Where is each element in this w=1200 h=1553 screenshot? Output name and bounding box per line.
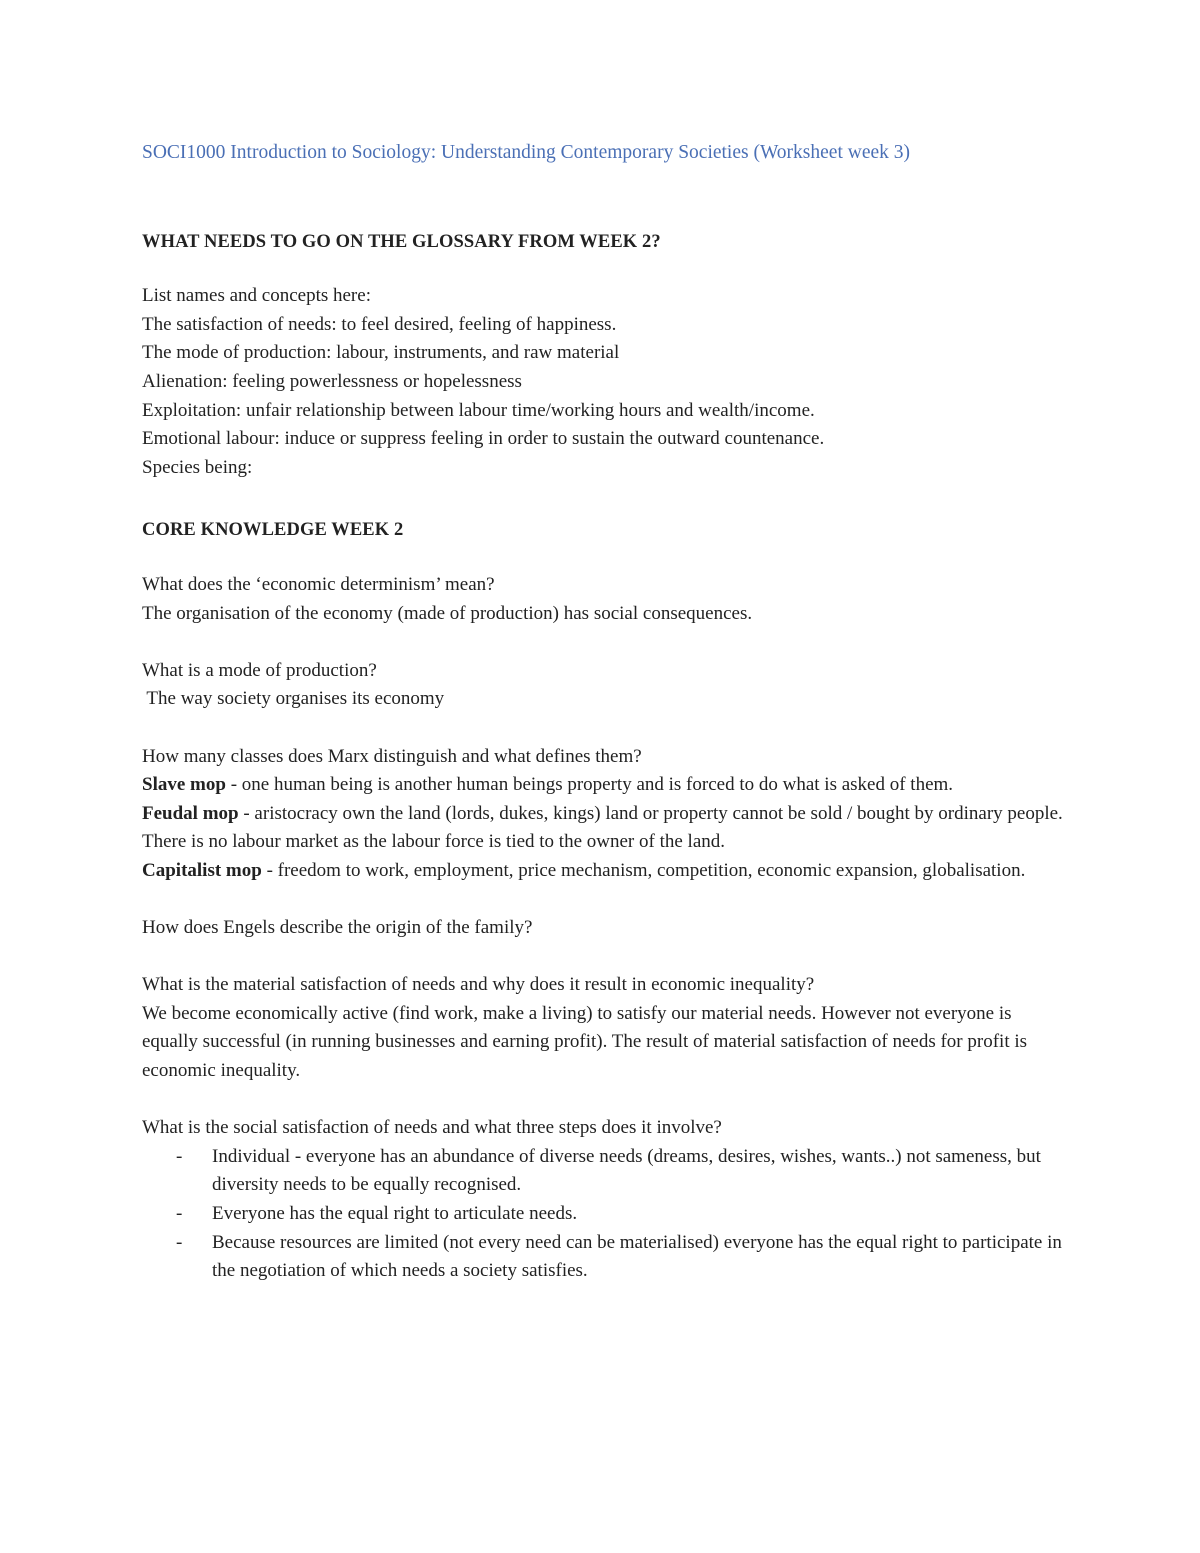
glossary-item: The satisfaction of needs: to feel desired, feeling of happiness.	[142, 313, 617, 335]
question-mode-of-production: What is a mode of production?	[142, 659, 377, 681]
core-knowledge-heading: CORE KNOWLEDGE WEEK 2	[142, 520, 404, 541]
list-item	[142, 1229, 1072, 1286]
step-text: Individual - everyone has an abundance of diverse needs (dreams, desires, wishes, wants..) not sameness, but diversity needs to be equally recognised.	[212, 1145, 1041, 1196]
class-description: - freedom to work, employment, price mechanism, competition, economic expansion, globalisation.	[261, 859, 1026, 881]
glossary-item: Alienation: feeling powerlessness or hopelessness	[142, 370, 522, 392]
question-engels-family: How does Engels describe the origin of the family?	[142, 917, 533, 939]
dash-bullet: -	[176, 1203, 183, 1224]
glossary-item: Emotional labour: induce or suppress feeling in order to sustain the outward countenance.	[142, 428, 825, 450]
answer-material-satisfaction: We become economically active (find work, make a living) to satisfy our material needs. However not everyone is equally successful (in running businesses and earning profit). The result of material satisfaction of needs for profit is economic inequality.	[142, 1002, 1028, 1082]
class-term: Slave mop	[142, 774, 226, 796]
class-item-capitalist	[142, 857, 1072, 886]
class-description: - one human being is another human beings property and is forced to do what is asked of them.	[225, 774, 954, 796]
class-term: Feudal mop	[142, 802, 239, 824]
class-description: - aristocracy own the land (lords, dukes, kings) land or property cannot be sold / bought by ordinary people. There is no labour market as the labour force is tied to the owner of the land.	[142, 802, 1063, 853]
glossary-intro: List names and concepts here:	[142, 285, 371, 307]
question-material-satisfaction: What is the material satisfaction of needs and why does it result in economic inequality?	[142, 974, 815, 996]
social-satisfaction-steps	[142, 1143, 1072, 1286]
glossary-item: The mode of production: labour, instruments, and raw material	[142, 342, 620, 364]
question-marx-classes: How many classes does Marx distinguish and what defines them?	[142, 745, 642, 767]
dash-bullet: -	[176, 1145, 183, 1167]
question-social-satisfaction: What is the social satisfaction of needs and what three steps does it involve?	[142, 1117, 722, 1139]
glossary-item: Species being:	[142, 456, 253, 478]
glossary-item: Exploitation: unfair relationship between labour time/working hours and wealth/income.	[142, 399, 815, 421]
step-text: Because resources are limited (not every need can be materialised) everyone has the equal right to participate in the negotiation of which needs a society satisfies.	[212, 1231, 1062, 1282]
list-item	[142, 1200, 1072, 1229]
answer-economic-determinism: The organisation of the economy (made of production) has social consequences.	[142, 602, 753, 624]
answer-mode-of-production: The way society organises its economy	[142, 688, 445, 710]
glossary-heading: WHAT NEEDS TO GO ON THE GLOSSARY FROM WEEK 2?	[142, 231, 661, 252]
step-text: Everyone has the equal right to articulate needs.	[212, 1203, 578, 1224]
class-term: Capitalist mop	[142, 859, 262, 881]
class-item-feudal	[142, 800, 1072, 857]
question-economic-determinism: What does the ‘economic determinism’ mean?	[142, 573, 495, 595]
dash-bullet: -	[176, 1231, 183, 1253]
document-page	[142, 139, 1072, 1286]
class-item-slave	[142, 771, 1072, 800]
document-title: SOCI1000 Introduction to Sociology: Understanding Contemporary Societies (Worksheet week 3)	[142, 142, 911, 163]
list-item	[142, 1143, 1072, 1200]
